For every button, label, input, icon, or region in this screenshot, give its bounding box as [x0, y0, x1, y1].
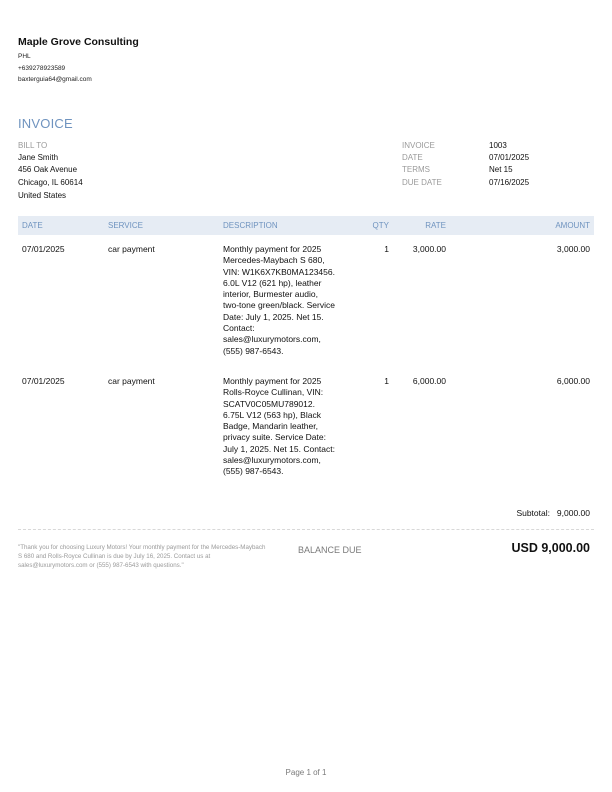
subtotal-label: Subtotal: [516, 508, 550, 518]
header-qty: QTY [372, 221, 389, 230]
row-2-service: car payment [108, 376, 155, 386]
balance-due-amount: USD 9,000.00 [511, 541, 590, 555]
row-2-qty: 1 [384, 376, 389, 386]
company-location: PHL [18, 53, 31, 60]
invoice-number-value: 1003 [489, 141, 507, 150]
due-date-label: DUE DATE [402, 178, 442, 187]
header-service: SERVICE [108, 221, 143, 230]
row-1-date: 07/01/2025 [22, 244, 65, 254]
page-number: Page 1 of 1 [285, 768, 327, 777]
due-date-value: 07/16/2025 [489, 178, 530, 187]
header-description: DESCRIPTION [223, 221, 278, 230]
invoice-number-label: INVOICE [402, 141, 435, 150]
row-2-amount: 6,000.00 [556, 376, 590, 386]
thank-you-note: "Thank you for choosing Luxury Motors! Your monthly payment for the Mercedes-Maybach S 680 and Rolls-Royce Cullinan is due by July 16, 2025. Contact us at sales@luxurymotors.com or (555) 987-6543 with questions." [18, 544, 266, 569]
company-email: baxterguia64@gmail.com [18, 76, 92, 83]
company-name: Maple Grove Consulting [18, 36, 139, 48]
company-phone: +639278923589 [18, 65, 66, 72]
invoice-date-value: 07/01/2025 [489, 153, 530, 162]
dashed-divider [18, 529, 594, 530]
bill-to-country: United States [18, 191, 67, 200]
row-1-rate: 3,000.00 [412, 244, 446, 254]
terms-label: TERMS [402, 165, 430, 174]
row-2-date: 07/01/2025 [22, 376, 65, 386]
invoice-title: INVOICE [18, 116, 73, 131]
header-date: DATE [22, 221, 43, 230]
subtotal-value: 9,000.00 [556, 508, 590, 518]
row-1-description: Monthly payment for 2025 Mercedes-Maybach S 680, VIN: W1K6X7KB0MA123456. 6.0L V12 (621 hp), leather interior, Burmester audio, two-tone green/black. Service Date: July 1, 2025. Net 15. Contact: sales@luxurymotors.com, (555) 987-6543. [223, 244, 335, 356]
row-1-qty: 1 [384, 244, 389, 254]
row-1-amount: 3,000.00 [556, 244, 590, 254]
invoice-date-label: DATE [402, 153, 423, 162]
bill-to-city: Chicago, IL 60614 [18, 178, 83, 187]
bill-to-label: BILL TO [18, 141, 48, 150]
header-amount: AMOUNT [555, 221, 590, 230]
balance-due-label: BALANCE DUE [298, 545, 362, 555]
row-2-description: Monthly payment for 2025 Rolls-Royce Cullinan, VIN: SCATV0C05MU789012. 6.75L V12 (563 hp), Black Badge, Mandarin leather, privacy suite. Service Date: July 1, 2025. Net 15. Contact: sales@luxurymotors.com, (555) 987-6543. [223, 376, 335, 477]
row-2-rate: 6,000.00 [412, 376, 446, 386]
row-1-service: car payment [108, 244, 155, 254]
bill-to-name: Jane Smith [18, 153, 59, 162]
header-rate: RATE [425, 221, 446, 230]
bill-to-street: 456 Oak Avenue [18, 165, 78, 174]
terms-value: Net 15 [489, 165, 513, 174]
